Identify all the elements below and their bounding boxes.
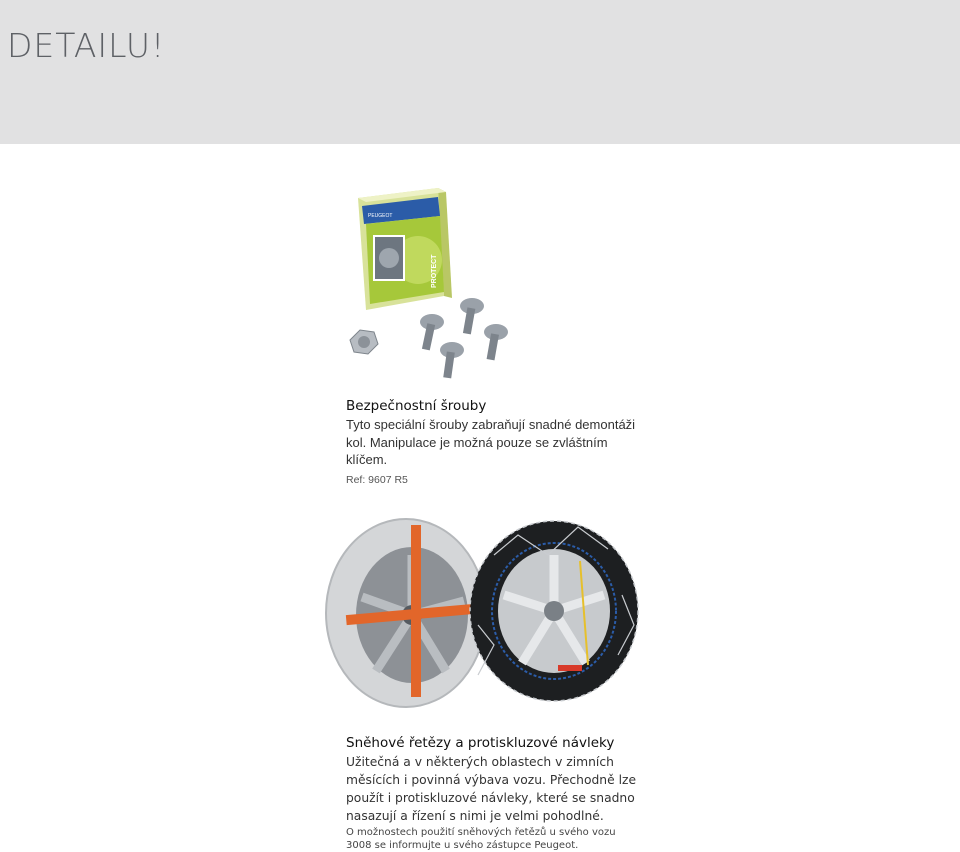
nut-icon (350, 330, 378, 354)
snow-chains-image (318, 515, 648, 725)
security-bolts-image (330, 180, 540, 390)
page-title: DETAILU! (7, 26, 166, 65)
chained-tire-wheel (470, 521, 638, 701)
snow-sock-wheel (326, 519, 486, 707)
product-security-bolts (346, 398, 646, 486)
header-band (0, 0, 960, 144)
product-snow-chains (346, 735, 646, 852)
product-title: Bezpečnostní šrouby (346, 398, 487, 414)
product-note: O možnostech použití sněhových řetězů u svého vozu 3008 se informujte u svého zástupce Peugeot. (346, 827, 616, 851)
bolt-icon (460, 298, 484, 334)
box-label-text: PROTECT (431, 254, 438, 288)
bolt-icon (484, 324, 508, 360)
product-title: Sněhové řetězy a protiskluzové návleky (346, 735, 615, 751)
box-brand-text: PEUGEOT (368, 213, 393, 219)
bolt-icon (440, 342, 464, 378)
bolt-icon (420, 314, 444, 350)
product-box (358, 188, 452, 310)
product-description: Tyto speciální šrouby zabraňují snadné demontáži kol. Manipulace je možná pouze se zvláštním klíčem. (346, 417, 636, 467)
product-ref: Ref: 9607 R5 (346, 473, 408, 486)
product-description: Užitečná a v některých oblastech v zimních měsících i povinná výbava vozu. Přechodně lze použít i protiskluzové návleky, které se snadno nasazují a řízení s nimi je velmi pohodlné. (346, 755, 637, 823)
